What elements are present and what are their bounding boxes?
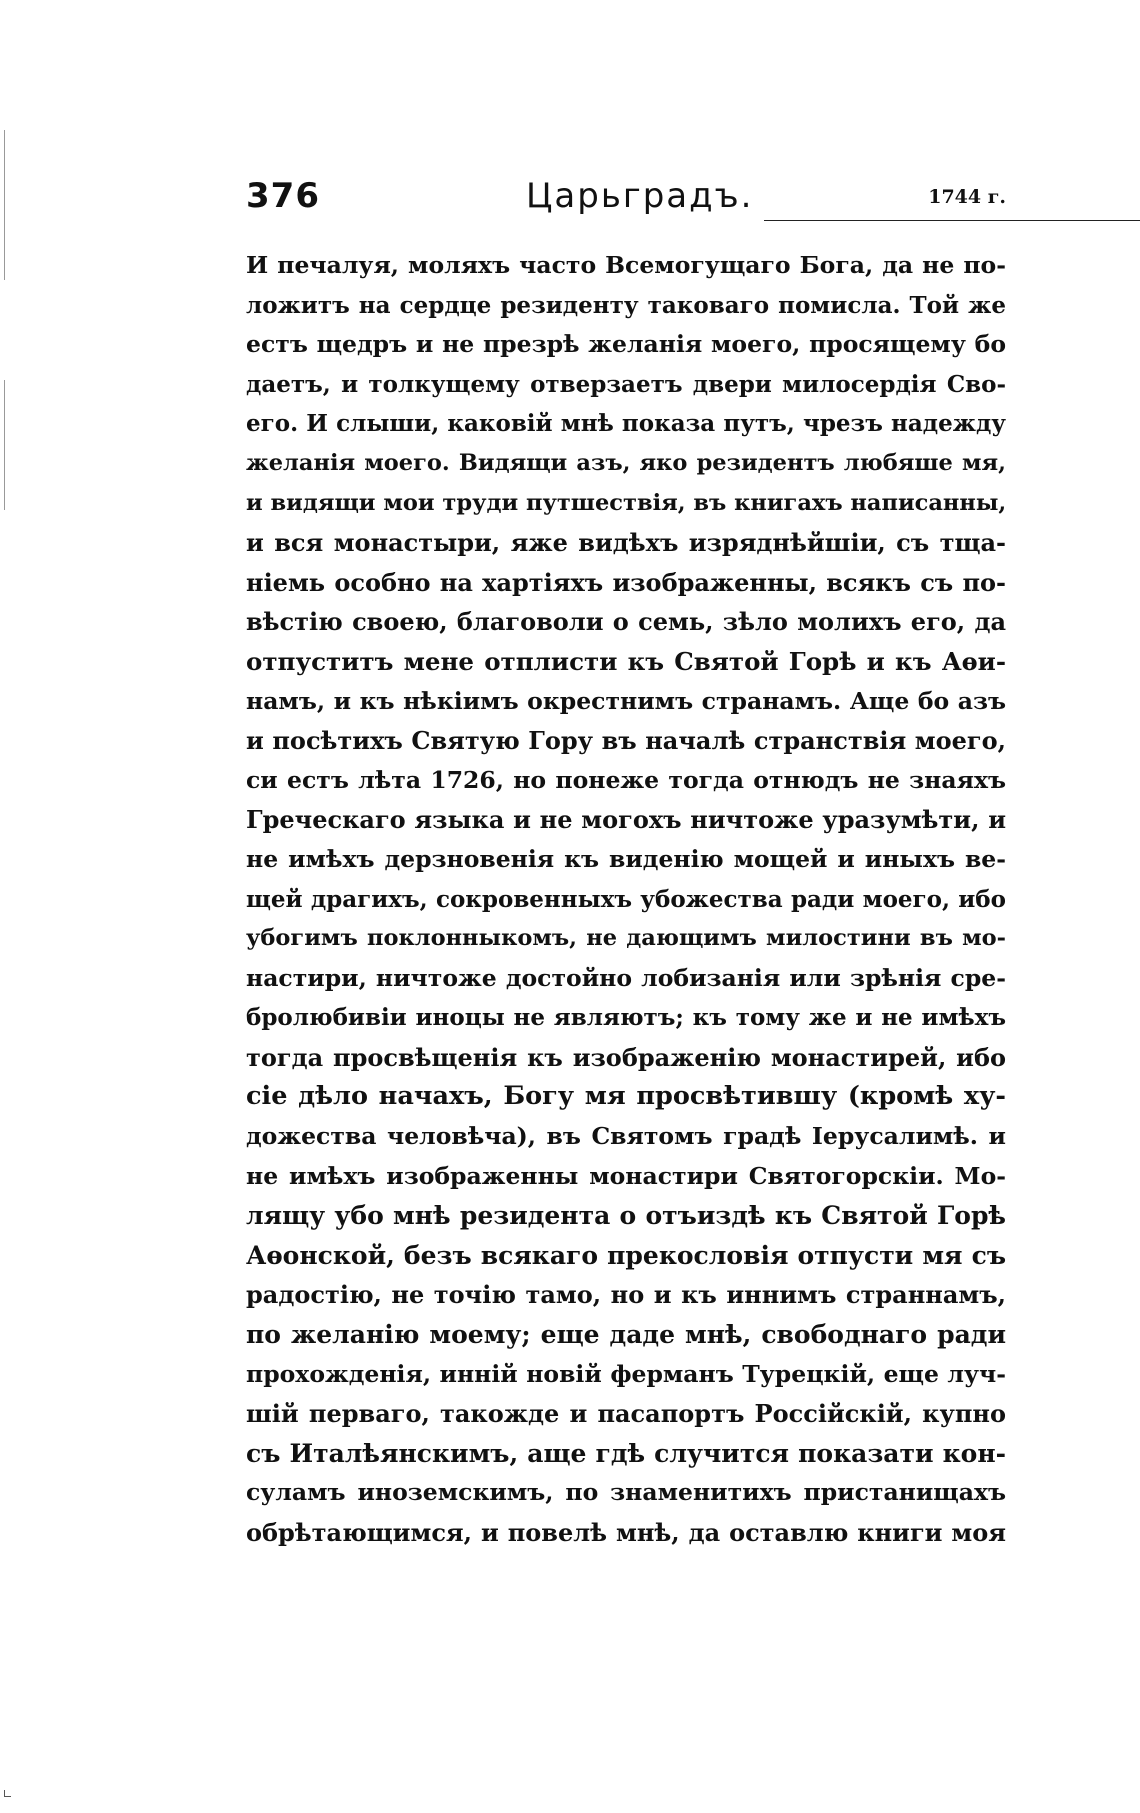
year-label: 1744 г. <box>928 186 1006 208</box>
text-line: и посѣтихъ Святую Гору въ началѣ странствія моего, <box>246 726 1006 756</box>
text-line: и видящи мои труди путшествія, въ книгахъ написанны, <box>246 489 1007 516</box>
text-line: ніемь особно на хартіяхъ изображенны, всякъ съ по- <box>246 567 1006 597</box>
text-line: по желанію моему; еще даде мнѣ, свободнаго ради <box>246 1320 1006 1350</box>
text-line: радостію, не точію тамо, но и къ иннимъ страннамъ, <box>246 1280 1006 1310</box>
text-line: дожества человѣча), въ Святомъ градѣ Іерусалимѣ. и <box>246 1122 1006 1151</box>
text-line: обрѣтающимся, и повелѣ мнѣ, да оставлю книги моя <box>246 1518 1006 1547</box>
text-line: суламъ иноземскимъ, по знаменитихъ пристанищахъ <box>246 1478 1006 1507</box>
text-line: естъ щедръ и не презрѣ желанія моего, просящему бо <box>246 330 1006 359</box>
text-line: ложитъ на сердце резиденту таковаго помисла. Той же <box>246 291 1006 319</box>
text-line: намъ, и къ нѣкіимъ окрестнимъ странамъ. Аще бо азъ <box>246 686 1006 715</box>
page-header <box>246 176 1006 222</box>
text-line: вѣстію своею, благоволи о семь, зѣло молихъ его, да <box>246 607 1006 637</box>
text-line: лящу убо мнѣ резидента о отъиздѣ къ Святой Горѣ <box>246 1201 1006 1231</box>
text-line: сіе дѣло начахъ, Богу мя просвѣтившу (кромѣ ху- <box>246 1081 1006 1112</box>
text-line: даетъ, и толкущему отверзаетъ двери милосердія Сво- <box>246 370 1006 398</box>
text-line: тогда просвѣщенія къ изображенію монастирей, ибо <box>246 1042 1006 1072</box>
margin-scan-mark-top <box>4 130 5 280</box>
text-line: и вся монастыри, яже видѣхъ изряднѣйшіи, съ тща- <box>246 528 1006 558</box>
text-line: его. И слыши, каковій мнѣ показа путъ, чрезъ надежду <box>246 410 1006 438</box>
page-number: 376 <box>246 176 320 216</box>
text-line: настири, ничтоже достойно лобизанія или зрѣнія сре- <box>246 963 1006 992</box>
text-line: съ Италѣянскимъ, аще гдѣ случится показати кон- <box>246 1438 1006 1468</box>
text-line: Аѳонской, безъ всякаго прекословія отпусти мя съ <box>246 1240 1006 1270</box>
corner-scan-mark <box>4 1790 11 1797</box>
text-line: желанія моего. Видящи азъ, яко резидентъ любяше мя, <box>246 449 1006 476</box>
text-line: Греческаго языка и не могохъ ничтоже уразумѣти, и <box>246 805 1006 835</box>
text-line: прохожденія, инній новій ферманъ Турецкій, еще луч- <box>246 1359 1006 1388</box>
text-line: не имѣхъ изображенны монастири Святогорскіи. Мо- <box>246 1161 1006 1190</box>
text-line: не имѣхъ дерзновенія къ виденію мощей и иныхъ ве- <box>246 844 1006 873</box>
body-text <box>246 246 1006 1553</box>
text-line: отпуститъ мене отплисти къ Святой Горѣ и къ Аѳи- <box>246 646 1006 676</box>
header-rule <box>764 220 1140 221</box>
text-line: си естъ лѣта 1726, но понеже тогда отнюдъ не знаяхъ <box>246 765 1006 794</box>
text-line: И печалуя, моляхъ часто Всемогущаго Бога, да не по- <box>246 251 1006 279</box>
margin-scan-mark-middle <box>4 380 5 510</box>
running-title: Царьградъ. <box>526 176 754 216</box>
text-line: щей драгихъ, сокровенныхъ убожества ради моего, ибо <box>246 885 1006 913</box>
text-line: бролюбивіи иноцы не являютъ; къ тому же и не имѣхъ <box>246 1004 1006 1032</box>
text-line: убогимъ поклонныкомъ, не дающимъ милостини въ мо- <box>246 925 1006 952</box>
text-line: шій перваго, такожде и пасапортъ Россійскій, купно <box>246 1399 1006 1429</box>
